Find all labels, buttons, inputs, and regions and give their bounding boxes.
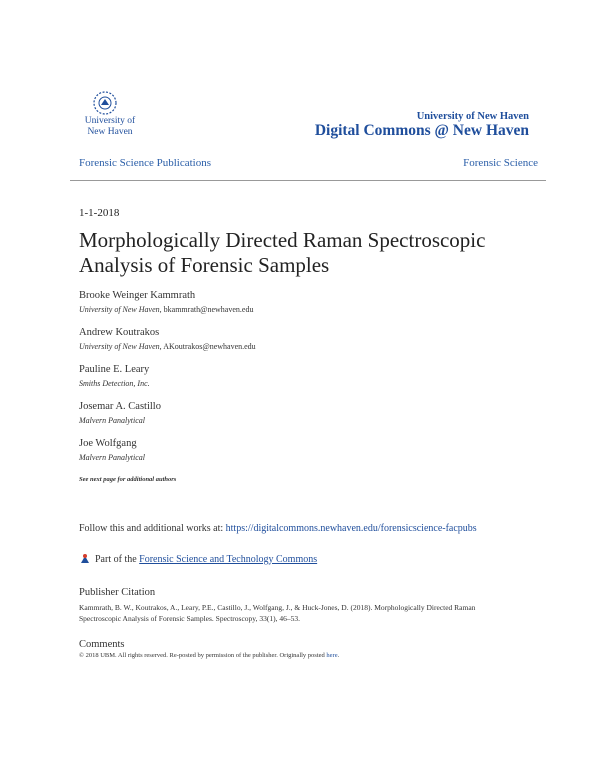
author-affiliation: University of New Haven, bkammrath@newhaven.edu — [79, 305, 254, 314]
header-divider — [70, 180, 546, 181]
follow-line: Follow this and additional works at: https://digitalcommons.newhaven.edu/forensicscience-facpubs — [79, 523, 477, 534]
author-affiliation: Malvern Panalytical — [79, 416, 145, 425]
author-name: Joe Wolfgang — [79, 438, 137, 449]
article-title: Morphologically Directed Raman Spectroscopic Analysis of Forensic Samples — [79, 228, 486, 277]
department-link[interactable]: Forensic Science — [463, 157, 538, 169]
comments-heading: Comments — [79, 639, 125, 650]
author-name: Pauline E. Leary — [79, 364, 150, 375]
author-name: Brooke Weinger Kammrath — [79, 290, 196, 301]
additional-authors-note: See next page for additional authors — [79, 476, 177, 483]
repository-university-link[interactable]: University of New Haven — [416, 111, 529, 122]
publisher-citation-heading: Publisher Citation — [79, 587, 156, 598]
commons-link[interactable]: Forensic Science and Technology Commons — [139, 553, 318, 565]
author-affiliation: Smiths Detection, Inc. — [79, 379, 150, 388]
author-affiliation: Malvern Panalytical — [79, 453, 145, 462]
publication-date: 1-1-2018 — [79, 207, 120, 219]
comments-text: © 2018 UBM. All rights reserved. Re-posted by permission of the publisher. Originally posted here. — [79, 652, 340, 659]
author-email-link[interactable]: AKoutrakos@newhaven.edu — [163, 342, 256, 351]
part-of-line: Part of the Forensic Science and Technology Commons — [79, 553, 317, 565]
original-post-link[interactable]: here — [326, 652, 338, 659]
publisher-citation-text: Kammrath, B. W., Koutrakos, A., Leary, P.E., Castillo, J., Wolfgang, J., & Huck-Jones, D. (2018). Morphologically Directed Raman Spectroscopic Analysis of Forensic Samples. Spectroscopy, 33(1), 46–53. — [79, 603, 476, 623]
university-seal-icon — [92, 90, 118, 116]
author-email-link[interactable]: bkammrath@newhaven.edu — [163, 305, 254, 314]
repository-title-link[interactable]: Digital Commons @ New Haven — [314, 122, 529, 139]
collection-url-link[interactable]: https://digitalcommons.newhaven.edu/forensicscience-facpubs — [225, 523, 477, 534]
commons-network-icon — [79, 553, 91, 565]
university-logo-text: University of New Haven — [84, 116, 136, 137]
author-affiliation: University of New Haven, AKoutrakos@newhaven.edu — [79, 342, 256, 351]
author-name: Andrew Koutrakos — [79, 327, 160, 338]
author-name: Josemar A. Castillo — [79, 401, 161, 412]
collection-link[interactable]: Forensic Science Publications — [79, 157, 211, 169]
